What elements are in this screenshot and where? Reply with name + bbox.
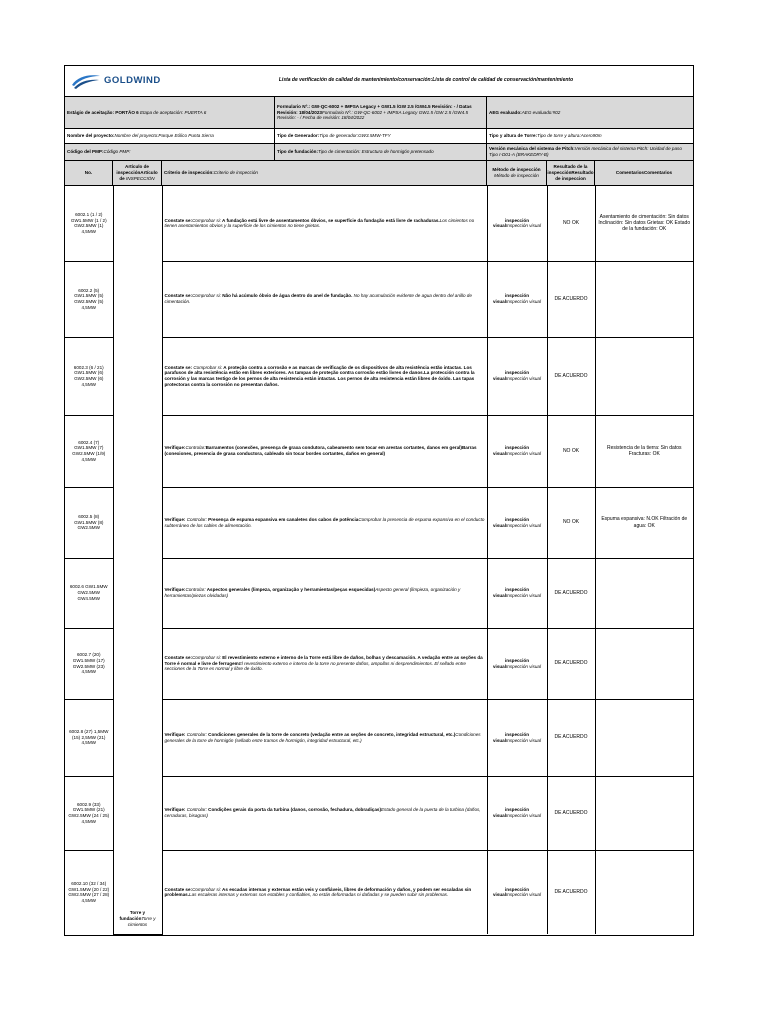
criterion <box>162 186 487 261</box>
result: NO OK <box>547 186 595 261</box>
aeg-label: AEG evaluado: <box>489 109 522 115</box>
inspection-table <box>65 186 693 935</box>
criterion-lead: Constate se: <box>164 654 193 660</box>
table-row <box>65 186 693 261</box>
group-label-main: Torre y fundación <box>119 910 146 922</box>
row-number: 6002.3 (6 / 21) GW1.5MW (6) GW2.5MW (6) 4,5MW <box>65 337 113 415</box>
criterion-lead: Verifique: <box>164 587 186 593</box>
method-label: inspección visual <box>492 516 529 528</box>
col-articulo-sub: INSPECCIÓN <box>126 175 155 181</box>
comment: Espuma expansiva: N.OK Filtración de agua: OK <box>595 487 693 558</box>
pitch-label: Versión mecánica del sistema de Pitch: <box>489 146 575 152</box>
result: DE ACUERDO <box>547 337 595 415</box>
col-articulo-label: Artículo de inspecciónArtículo de <box>116 164 158 181</box>
criterion-lead: Constate se: <box>164 217 193 223</box>
method-label: inspección visual <box>492 293 529 304</box>
method-sub: Inspección visual <box>506 223 541 229</box>
method-label: inspección visual <box>492 587 529 598</box>
criterion <box>162 628 487 699</box>
comment: Asentamiento de cimentación: Sin datos Inclinación: Sin datos Grietas: OK Estado de la fundación: OK <box>595 186 693 261</box>
method <box>487 415 547 487</box>
goldwind-swoosh-icon <box>70 73 102 91</box>
result: DE ACUERDO <box>547 699 595 776</box>
goldwind-logo <box>70 73 165 91</box>
criterion-lead-sub: Comprobar si: <box>192 217 221 223</box>
method-sub: Inspección visual <box>506 663 541 669</box>
criterion-lead: Constate se: <box>164 293 193 299</box>
torre-label: Tipo y altura de Torre: <box>489 133 538 139</box>
col-metodo-sub: Método de inspección <box>494 173 539 178</box>
pmp-value: Código PMP: <box>103 149 131 155</box>
criterion-lead-sub: Controlar: <box>185 516 207 522</box>
etapa-cell <box>65 97 275 128</box>
info-row-2 <box>65 129 693 144</box>
criterion-lead-sub: Controlar: <box>185 445 206 451</box>
method <box>487 628 547 699</box>
method-sub: Inspección visual <box>506 451 541 456</box>
torre-value: Tipo de torre y altura:Acero90m <box>537 133 602 139</box>
comment <box>595 628 693 699</box>
row-number: 6002.6 GW1.5MW GW2.5MW GW4.5MW <box>65 558 113 628</box>
aeg-value: AEG evaluado:#02 <box>521 109 561 115</box>
row-number: 6002.10 (32 / 34) GW1.5MW (20 / 22) GW2.5MW (27 / 28) 4,5MW <box>65 850 113 934</box>
criterion-text: El revestimiento externo e interno de la Torre está libre de daños, bolhas y descamación. A vedação entre as seções da Torre é normal e livre de ferrugem <box>164 654 483 666</box>
etapa-value: Etapa de aceptación: PUERTA 6 <box>138 109 207 115</box>
sheet-header <box>65 66 693 97</box>
result: NO OK <box>547 415 595 487</box>
fundacion-cell <box>275 144 487 160</box>
criterion <box>162 337 487 415</box>
criterion <box>162 850 487 934</box>
result: DE ACUERDO <box>547 558 595 628</box>
pitch-cell <box>487 144 693 160</box>
formulario-label: Formulario Nº.: GW-QC-6002 + IMPSA Legacy + GW1.5 /GW 2.5 /GW4.5 Revisión: - / Datas Revisión: 18/04/2023 <box>277 103 472 115</box>
criterion <box>162 415 487 487</box>
col-metodo <box>487 161 547 185</box>
method-sub: Inspección visual <box>506 813 541 818</box>
col-criterio <box>162 161 487 185</box>
method-sub: Inspección visual <box>506 737 541 743</box>
proyecto-label: Nombre del proyecto: <box>67 133 115 139</box>
pmp-label: Código del PMP: <box>67 149 104 155</box>
etapa-label: Estágio de aceitação: PORTÃO 6 <box>67 109 139 115</box>
criterion-text-sub: No hay acumulación evidente de agua dentro del anillo de cimentación. <box>164 293 472 304</box>
criterion <box>162 487 487 558</box>
aeg-cell <box>487 97 693 128</box>
method <box>487 776 547 850</box>
row-number: 6002.5 (8) GW1.5MW (8) GW2.5MW <box>65 487 113 558</box>
method-label: inspección visual <box>492 807 529 818</box>
pitch-value: Versión mecánica del sistema Pitch: Unidad de paso Tipo I-D01-A (BRAKEDRY-B) <box>489 146 682 157</box>
comment <box>595 337 693 415</box>
criterion-lead-sub: Controlar: <box>185 807 207 813</box>
row-number: 6002.7 (20) GW1.5MW (17) GW2.5MW (23) 4,5MW <box>65 628 113 699</box>
result: NO OK <box>547 487 595 558</box>
criterion-lead: Verifique: <box>164 445 186 451</box>
method <box>487 850 547 934</box>
criterion <box>162 261 487 337</box>
criterion-text: As escadas internas y externas están veis y confiáveis, libres de deformación y daños, y podem ser escaladas sin problemas. <box>164 886 472 898</box>
criterion-lead: Constate se: <box>164 364 193 370</box>
comment <box>595 558 693 628</box>
method <box>487 261 547 337</box>
brand-name: GOLDWIND <box>104 75 161 86</box>
method <box>487 699 547 776</box>
criterion-lead: Verifique: <box>164 807 186 813</box>
criterion-lead: Verifique: <box>164 516 186 522</box>
formulario-value: Formulario Nº.: GW-QC-6002 + IMPSA Legacy GW1.5 /GW 2.5 /GW4.5 Revisión: - / Fecha de revisión: 18/04/2022 <box>277 109 468 121</box>
criterion-text: Não há acúmulo óbvio de água dentro do anel de fundação. <box>220 293 353 299</box>
criterion-text-sub: Comprobar la presencia de espuma expansiva en el conducto subterráneo de los cables de alimentación. <box>164 516 485 528</box>
result: DE ACUERDO <box>547 628 595 699</box>
comment <box>595 261 693 337</box>
col-comentarios: ComentariosComentarios <box>615 170 673 176</box>
method-label: inspección visual <box>492 886 529 898</box>
method-sub: Inspección visual <box>506 299 541 304</box>
method <box>487 186 547 261</box>
criterion-text-sub: Estado general de la puerta de la turbina (daños, cerraduras, bisagras) <box>164 807 481 818</box>
criterion-text: Condiciones generales de la torre de concreto (vedação entre as seções de concreto, integridad estructural, etc.) <box>206 731 456 737</box>
info-row-1 <box>65 97 693 129</box>
result: DE ACUERDO <box>547 850 595 934</box>
method <box>487 337 547 415</box>
proyecto-cell <box>65 129 275 143</box>
generador-cell <box>275 129 487 143</box>
group-label-sub: Torre y cimientos <box>127 916 156 927</box>
criterion-lead-sub: Controlar: <box>185 587 206 593</box>
method-label: inspección visual <box>492 445 529 456</box>
method <box>487 487 547 558</box>
generador-value: Tipo de generador:GW3.5MW-TFY <box>319 133 391 139</box>
col-no: No. <box>65 161 113 185</box>
comment: Resistencia de la tierra: Sin datos Fracturas: OK <box>595 415 693 487</box>
col-criterio-label: Criterio de inspección: <box>164 170 214 176</box>
comment <box>595 850 693 934</box>
criterion-lead: Constate se: <box>164 886 193 892</box>
col-criterio-sub: Criterio de inspección <box>213 170 258 176</box>
method-sub: Inspección visual <box>506 376 541 381</box>
row-number: 6002.2 (5) GW1.5MW (5) GW2.5MW (5) 4,5MW <box>65 261 113 337</box>
row-number: 6002.9 (33) GW1.5MW (21) GW2.5MW (24 / 25) 4,5MW <box>65 776 113 850</box>
row-number: 6002.4 (7) GW1.5MW (7) GW2.5MW (1/9) 4,5MW <box>65 415 113 487</box>
criterion-text: A proteção contra a corrosão e as marcas de verificação de os dispositivos de alta resistência estão intactas. Los parafusos de alta resistência estão em libres exteriores. As tampas de proteção contra corrosão estão livres de danos.La protección contra la corrosión y las marcas testigo de los pernos de alta resistencia están intactas. Los pernos de alta resistencia están libres de óxido. Las tapas protectoras contra la corrosión no presentan daños. <box>164 364 475 387</box>
method-label: inspección visual <box>492 217 529 229</box>
row-number: 6002.1 (1 / 2) GW1.5MW (1 / 2) GW2.5MW (1) 4,5MW <box>65 186 113 261</box>
col-resultado: Resultado de la inspecciónResultado de inspeccion <box>547 161 595 185</box>
pmp-cell <box>65 144 275 160</box>
criterion-text: A fundação está livre de assentamentos óbvios, se superfície da fundação está livre de rachaduras. <box>220 217 440 223</box>
result: DE ACUERDO <box>547 261 595 337</box>
criterion-text: Barramentos (conexões, presença de graxa condutora, cabeamento sem tocar em arestas cortantes, danos em geral)Barras (conexiones, presencia de grasa conductora, cableado sin tocar bordes cortantes, daños en general) <box>164 445 477 456</box>
criterion-lead-sub: Controlar: <box>185 731 207 737</box>
method-label: inspección visual <box>492 370 529 381</box>
method-sub: Inspección visual <box>506 892 541 898</box>
criterion-text-sub: Las escaleras internas y externas son estables y confiables, no están deformadas ni dañadas y se pueden subir sin problemas. <box>189 892 449 898</box>
criterion-text-sub: Los cimientos no tienen asentamientos obvios y la superficie de los cimientos no tiene grietas. <box>164 217 475 229</box>
criterion-text: Aspectos generales (limpeza, organização y herramientas/peças esquecidas) <box>205 587 376 593</box>
fundacion-label: Tipo de fundación: <box>277 149 319 155</box>
criterion <box>162 699 487 776</box>
col-articulo <box>113 161 162 185</box>
row-number: 6002.8 (27) 1,5MW (15) 2,5MW (21) 4,5MW <box>65 699 113 776</box>
result: DE ACUERDO <box>547 776 595 850</box>
formulario-cell <box>275 97 487 128</box>
criterion-text: Condições gerais da porta da turbina (danos, corrosão, fechadura, dobradiças) <box>206 807 381 813</box>
criterion-text-sub: El revestimiento externo e interno de la torre no presente daños, ampollas ni desprendimientos. El sellado entre secciones de la Torre es normal y libre de óxido. <box>164 660 466 672</box>
info-row-3 <box>65 144 693 161</box>
method-label: inspección visual <box>492 657 529 669</box>
criterion-lead-sub: Comprobar si: <box>192 886 221 892</box>
criterion-text: Presença de espuma expansiva em canaletes dos cabos de potência <box>206 516 359 522</box>
document-title: Lista de verificación de calidad de mantenimiento/conservación:Lista de control de calidad de conservación/mantenimiento <box>278 77 574 83</box>
criterion <box>162 776 487 850</box>
criterion-lead-sub: Comprobar si: <box>192 364 223 370</box>
comment <box>595 699 693 776</box>
comment <box>595 776 693 850</box>
group-label <box>113 186 162 934</box>
method <box>487 558 547 628</box>
criterion-lead-sub: Comprobar si: <box>192 654 221 660</box>
table-header <box>65 161 693 186</box>
col-metodo-label: Método de inspección <box>492 167 541 173</box>
criterion-lead: Verifique: <box>164 731 186 737</box>
criterion-lead-sub: Comprobar si: <box>192 293 221 299</box>
criterion-text-sub: Aspecto general (limpieza, organización y herramientas/piezas olvidadas) <box>164 587 461 598</box>
checklist-sheet <box>64 65 694 936</box>
method-label: inspección visual <box>492 731 529 743</box>
fundacion-value: Tipo de cimentación: Estructura de hormigón pretensado <box>318 149 434 155</box>
torre-cell <box>487 129 693 143</box>
method-sub: Inspección visual <box>506 522 541 528</box>
criterion-text-sub: Condiciones generales de la torre de hormigón (sellado entre tramos de hormigón, integridad estructural, etc.) <box>164 731 481 743</box>
method-sub: Inspección visual <box>506 593 541 598</box>
generador-label: Tipo de Generador: <box>277 133 320 139</box>
criterion <box>162 558 487 628</box>
proyecto-value: Nombre del proyecto:Parque Eólico Punta Sierra <box>114 133 214 139</box>
